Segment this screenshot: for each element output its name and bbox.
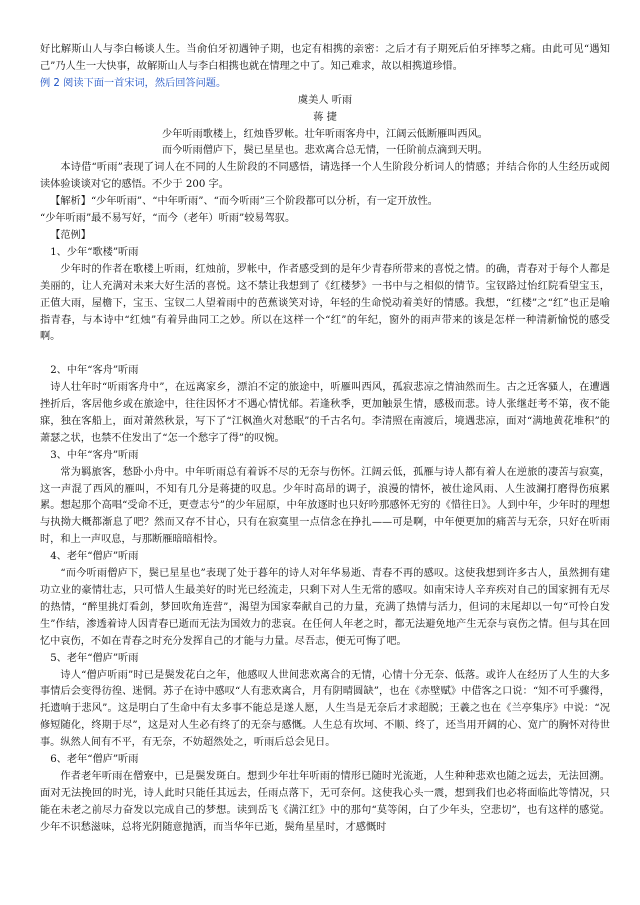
section-heading: 5、老年“僧庐”听雨 [50, 652, 139, 664]
section-body: 常为羁旅客，愁卧小舟中。中年听雨总有着诉不尽的无奈与伤怀。江阔云低，孤雁与诗人都有着人在逆旅的凄苦与寂寞，这一声混了西风的雁叫，不知有几分是蒋捷的叹息。少年时高昂的调子，浪漫的情怀，被仕途风雨、人生波澜打磨得伤痕累累。想起那个高唱“受命不迁，更壹志兮”的少年屈原，中年放逐时也只好吟那感怀无穷的《惜往日》。人到中年，少年时的理想与执拗大概都渐息了吧？然而又存不甘心，只有在寂寞里一点信念在挣扎——可是啊，中年便更加的痛苦与无奈，只好在听雨时，和上一声叹息，与那断雁暗暗相怜。 [40, 466, 610, 546]
section-heading: 6、老年“僧庐”听雨 [50, 754, 139, 766]
section-body: “而今听雨僧庐下，鬓已星星也”表现了处于暮年的诗人对年华易逝、青春不再的感叹。这使我想到许多古人，虽然拥有建功立业的豪情壮志，只可惜人生最美好的时光已经流走，只剩下对人生无常的感叹。如南宋诗人辛弃疾对自己的国家拥有无尽的热情，“醉里挑灯看剑，梦回吹角连营”，渴望为国家奉献自己的力量，充满了热情与活力，但词的末尾却以一句“可怜白发生”作结，渗透着诗人因青春已逝而无法为国效力的悲哀。在任何人年老之时，都无法避免地产生无奈与哀伤之情。但与其在回忆中哀伤，不如在青春之时充分发挥自己的才能与力量。尽吾志，便无可悔了吧。 [40, 568, 610, 647]
spacer [40, 346, 610, 363]
analysis-paragraph-2: “少年听雨”最不易写好，“而今（老年）听雨”较易驾驭。 [40, 213, 296, 225]
analysis-label: 【解析】 [50, 196, 91, 208]
example-heading: 例 2 阅读下面一首宋词，然后回答问题。 [40, 77, 227, 89]
section-heading: 3、中年“客舟”听雨 [50, 449, 139, 461]
sample-label: 【范例】 [50, 229, 91, 241]
section-heading: 2、中年“客舟”听雨 [50, 365, 139, 377]
section-heading: 4、老年“僧庐”听雨 [50, 551, 139, 563]
document-page [40, 42, 610, 837]
intro-paragraph: 好比解斯山人与李白畅谈人生。当俞伯牙初遇钟子期，也定有相携的亲密：之后才有子期死后伯牙摔琴之痛。由此可见“遇知己”乃人生一大快事，故解斯山人与李白相携也就在情理之中了。知己难求，故以相携道珍惜。 [40, 44, 610, 72]
section-heading: 1、少年“歌楼”听雨 [50, 246, 139, 258]
section-body: 作者老年听雨在僧寮中，已是鬓发斑白。想到少年壮年听雨的情形已随时光流逝，人生种种悲欢也随之远去，无法回溯。面对无法挽回的时光，诗人此时只能任其远去，任雨点落下，无可奈何。这使我心头一震，想到我们也必将面临此等情况，只能在未老之前尽力奋发以完成自己的梦想。读到岳飞《满江红》中的那句“莫等闲，白了少年头，空悲切”，也有这样的感觉。少年不识愁滋味，总将光阴随意抛洒，而当华年已逝，鬓角星星时，才感慨时 [40, 770, 610, 833]
section-body: 诗人壮年时“听雨客舟中”，在远离家乡，漂泊不定的旅途中，听雁叫西风，孤寂悲凉之情油然而生。古之迁客骚人，在遭遇挫折后，客居他乡或在旅途中，往往因怀才不遇心情忧郁。若逢秋季，更加触景生情，感极而悲。诗人张继赶考不第，夜不能寐，独在客船上，面对萧然秋景，写下了“江枫渔火对愁眠”的千古名句。李清照在南渡后，境遇悲凉，面对“满地黄花堆积”的萧瑟之状，也禁不住发出了“怎一个愁字了得”的叹惋。 [40, 382, 610, 444]
poem-title: 虞美人 听雨 [297, 94, 353, 106]
poem-author: 蒋 捷 [313, 111, 337, 123]
poem-line-1: 少年听雨歌楼上，红烛昏罗帐。壮年听雨客舟中，江阔云低断雁叫西风。 [162, 128, 488, 140]
analysis-text: “少年听雨”、“中年听雨”、“而今听雨”三个阶段都可以分析，有一定开放性。 [90, 196, 438, 208]
poem-line-2: 而今听雨僧庐下，鬓已星星也。悲欢离合总无情，一任阶前点滴到天明。 [162, 145, 488, 157]
section-body: 少年时的作者在歌楼上听雨，红烛前，罗帐中，作者感受到的是年少青春所带来的喜悦之情。的确，青春对于每个人都是美丽的，让人充满对未来大好生活的喜悦。这不禁让我想到了《红楼梦》一书中与之相似的情节。宝钗路过怡红院看望宝玉，正值大雨，屋檐下，宝玉、宝钗二人望着雨中的芭蕉谈笑对诗，年轻的生命悦动着美好的情感。我想，“红楼”之“红”也正是喻指青春，与本诗中“红烛”有着异曲同工之妙。所以在这样一个“红”的年纪，窗外的雨声带来的该是怎样一种清新愉悦的感受啊。 [40, 263, 610, 343]
question-text: 本诗借“听雨”表现了词人在不同的人生阶段的不同感悟，请选择一个人生阶段分析词人的情感；并结合你的人生经历或阅读体验谈谈对它的感悟。不少于 200 字。 [40, 162, 610, 191]
section-body: 诗人“僧庐听雨”时已是鬓发花白之年，他感叹人世间悲欢离合的无情，心情十分无奈、低落。或许人在经历了人生的大多事情后会变得彷徨、迷惘。苏子在诗中感叹“人有悲欢离合，月有阴晴圆缺”，也在《赤壁赋》中借客之口说：“知不可乎骤得，托遗响于悲风”。这是明白了生命中有太多事不能总是遂人愿，人生当是无奈后才求超脱；王羲之也在《兰亭集序》中说：“况修短随化，终期于尽”，这是对人生必有终了的无奈与感慨。人生总有坎坷、不顺、终了，还当用开阔的心、宽广的胸怀对待世事。纵然人间有不平，有无奈，不妨超然处之，听雨后总会见日。 [40, 669, 610, 749]
analysis-paragraph [40, 194, 610, 211]
